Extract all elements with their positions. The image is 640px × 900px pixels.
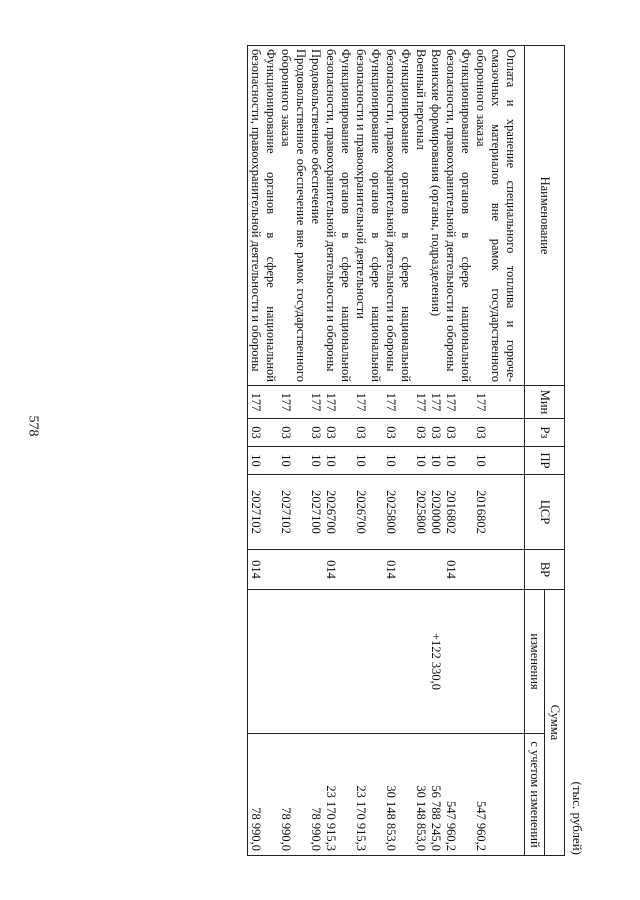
- row-pr: 10: [473, 447, 525, 475]
- row-vr: 014: [443, 550, 473, 590]
- row-pr: 10: [308, 447, 323, 475]
- row-total: 78 990,0: [278, 734, 308, 856]
- row-change: [413, 590, 428, 734]
- row-min: 177: [353, 386, 383, 419]
- row-pr: 10: [428, 447, 443, 475]
- row-csr: 2016802: [443, 475, 473, 550]
- row-pr: 10: [443, 447, 473, 475]
- row-change: [323, 590, 353, 734]
- row-name: Воинские формирования (органы, подразделения): [428, 46, 443, 386]
- table-row: [443, 46, 473, 856]
- row-pr: 10: [353, 447, 383, 475]
- row-total: 78 990,0: [308, 734, 323, 856]
- row-csr: 2020000: [428, 475, 443, 550]
- row-rz: 03: [248, 419, 279, 447]
- units-note: (тыс. рублей): [570, 781, 585, 855]
- row-vr: 014: [248, 550, 279, 590]
- row-change: [278, 590, 308, 734]
- row-vr: 014: [383, 550, 413, 590]
- row-name: Военный персонал: [413, 46, 428, 386]
- row-vr: [278, 550, 308, 590]
- row-csr: 2027102: [278, 475, 308, 550]
- row-min: 177: [308, 386, 323, 419]
- table-row: [428, 46, 443, 856]
- budget-table: [247, 45, 565, 856]
- row-min: 177: [323, 386, 353, 419]
- header-csr: ЦСР: [525, 475, 565, 550]
- row-csr: 2027100: [308, 475, 323, 550]
- row-change: [353, 590, 383, 734]
- table-row: [413, 46, 428, 856]
- row-vr: [308, 550, 323, 590]
- row-vr: [473, 550, 525, 590]
- table-row: [323, 46, 353, 856]
- row-pr: 10: [383, 447, 413, 475]
- row-csr: 2026700: [353, 475, 383, 550]
- row-pr: 10: [278, 447, 308, 475]
- row-vr: [353, 550, 383, 590]
- table-row: [308, 46, 323, 856]
- table-row: [278, 46, 308, 856]
- header-sum: Сумма: [545, 590, 565, 856]
- row-name: Продовольственное обеспечение: [308, 46, 323, 386]
- row-csr: 2026700: [323, 475, 353, 550]
- header-min: Мин: [525, 386, 565, 419]
- row-rz: 03: [353, 419, 383, 447]
- row-total: 56 788 245,0: [428, 734, 443, 856]
- row-total: 547 960,2: [473, 734, 525, 856]
- row-change: [308, 590, 323, 734]
- header-name: Наименование: [525, 46, 565, 386]
- header-vr: ВР: [525, 550, 565, 590]
- table-body: [248, 46, 525, 856]
- row-total: 78 990,0: [248, 734, 279, 856]
- row-change: +122 330,0: [428, 590, 443, 734]
- row-vr: 014: [323, 550, 353, 590]
- table-row: [248, 46, 279, 856]
- row-pr: 10: [323, 447, 353, 475]
- row-name: Функционирование органов в сфере национальной безопасности, правоохранительной деятельности и обороны: [383, 46, 413, 386]
- row-name: Функционирование органов в сфере национальной безопасности, правоохранительной деятельности и обороны: [443, 46, 473, 386]
- row-vr: [413, 550, 428, 590]
- row-total: 23 170 915,3: [353, 734, 383, 856]
- row-rz: 03: [443, 419, 473, 447]
- row-pr: 10: [248, 447, 279, 475]
- table-row: [353, 46, 383, 856]
- header-pr: ПР: [525, 447, 565, 475]
- row-min: 177: [443, 386, 473, 419]
- row-min: 177: [248, 386, 279, 419]
- row-name: Функционирование органов в сфере национальной безопасности, правоохранительной деятельности и обороны: [248, 46, 279, 386]
- row-rz: 03: [278, 419, 308, 447]
- row-name: Функционирование органов в сфере национальной безопасности, правоохранительной деятельности и обороны: [323, 46, 353, 386]
- header-with-changes: с учетом изменений: [525, 734, 545, 856]
- row-min: 177: [383, 386, 413, 419]
- row-csr: 2025800: [413, 475, 428, 550]
- header-rz: Рз: [525, 419, 565, 447]
- table-row: [383, 46, 413, 856]
- row-csr: 2027102: [248, 475, 279, 550]
- row-rz: 03: [413, 419, 428, 447]
- row-rz: 03: [383, 419, 413, 447]
- row-rz: 03: [473, 419, 525, 447]
- row-rz: 03: [428, 419, 443, 447]
- row-min: 177: [278, 386, 308, 419]
- row-change: [473, 590, 525, 734]
- row-change: [443, 590, 473, 734]
- row-change: [248, 590, 279, 734]
- row-min: 177: [473, 386, 525, 419]
- row-name: Оплата и хранение специального топлива и горюче-смазочных материалов вне рамок государственного оборонного заказа: [473, 46, 525, 386]
- rotated-page-content: [39, 45, 589, 855]
- row-change: [383, 590, 413, 734]
- row-total: 23 170 915,3: [323, 734, 353, 856]
- row-min: 177: [413, 386, 428, 419]
- row-min: 177: [428, 386, 443, 419]
- row-pr: 10: [413, 447, 428, 475]
- row-total: 30 148 853,0: [413, 734, 428, 856]
- row-rz: 03: [308, 419, 323, 447]
- row-name: Функционирование органов в сфере национальной безопасности и правоохранительной деятельности: [353, 46, 383, 386]
- table-header-row: [545, 46, 565, 856]
- page-number: 578: [25, 415, 40, 437]
- row-vr: [428, 550, 443, 590]
- table-row: [473, 46, 525, 856]
- row-csr: 2025800: [383, 475, 413, 550]
- row-total: 547 960,2: [443, 734, 473, 856]
- row-csr: 2016802: [473, 475, 525, 550]
- header-changes: изменения: [525, 590, 545, 734]
- row-name: Продовольственное обеспечение вне рамок государственного оборонного заказа: [278, 46, 308, 386]
- row-rz: 03: [323, 419, 353, 447]
- row-total: 30 148 853,0: [383, 734, 413, 856]
